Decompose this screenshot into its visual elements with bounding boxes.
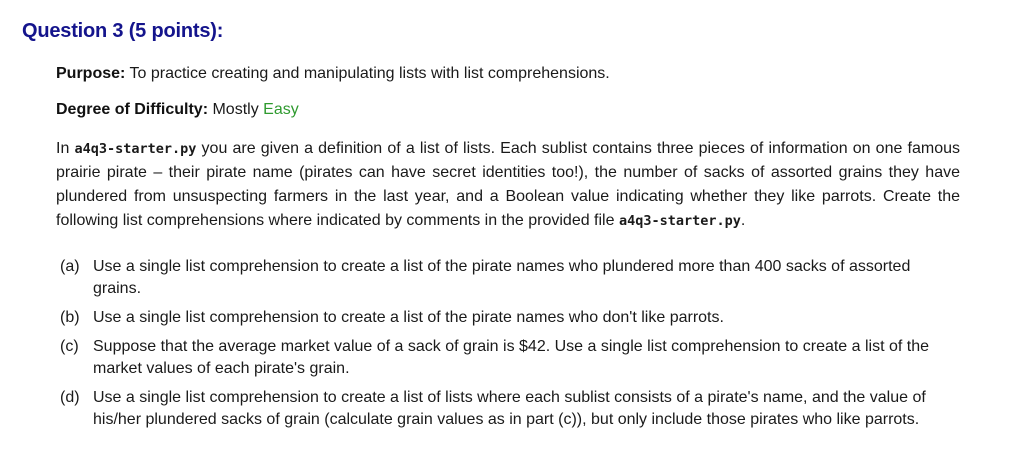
intro-part2: you are given a definition of a list of lists. Each sublist contains three pieces of information on one famous prairie pirate – their pirate name (pirates can have secret identities too!), the number of sacks of assorted grains they have plundered from unsuspecting farmers in the last year, and a Boolean value indicating whether they like parrots. Create the following list comprehensions where indicated by comments in the provided file (56, 140, 960, 229)
question-part-a (56, 256, 960, 300)
part-text: Use a single list comprehension to create a list of lists where each sublist consists of a pirate's name, and the value of his/her plundered sacks of grain (calculate grain values as in part (c)), but only include those pirates who like parrots. (93, 389, 926, 428)
part-text: Suppose that the average market value of a sack of grain is $42. Use a single list comprehension to create a list of the market values of each pirate's grain. (93, 338, 930, 377)
difficulty-label: Degree of Difficulty: (56, 101, 209, 118)
purpose-label: Purpose: (56, 65, 126, 82)
question-parts-list (56, 256, 960, 438)
part-text: Use a single list comprehension to create a list of the pirate names who don't like parrots. (93, 309, 724, 326)
intro-part1: In (56, 140, 70, 157)
difficulty-line (56, 100, 299, 120)
starter-file-name-2: a4q3-starter.py (618, 213, 741, 229)
purpose-text: To practice creating and manipulating lists with list comprehensions. (129, 65, 610, 82)
question-part-b (56, 307, 960, 329)
starter-file-name: a4q3-starter.py (74, 141, 197, 157)
difficulty-level: Easy (263, 101, 299, 118)
question-part-d (56, 387, 960, 431)
part-marker: (a) (60, 258, 80, 275)
question-title: Question 3 (5 points): (22, 20, 224, 42)
part-marker: (c) (60, 338, 79, 355)
intro-end: . (740, 212, 746, 229)
part-text: Use a single list comprehension to create a list of the pirate names who plundered more than 400 sacks of assorted grains. (93, 258, 911, 297)
part-marker: (b) (60, 309, 80, 326)
difficulty-prefix: Mostly (212, 101, 259, 118)
part-marker: (d) (60, 389, 80, 406)
question-part-c (56, 336, 960, 380)
purpose-line (56, 64, 610, 84)
intro-paragraph (56, 137, 960, 233)
